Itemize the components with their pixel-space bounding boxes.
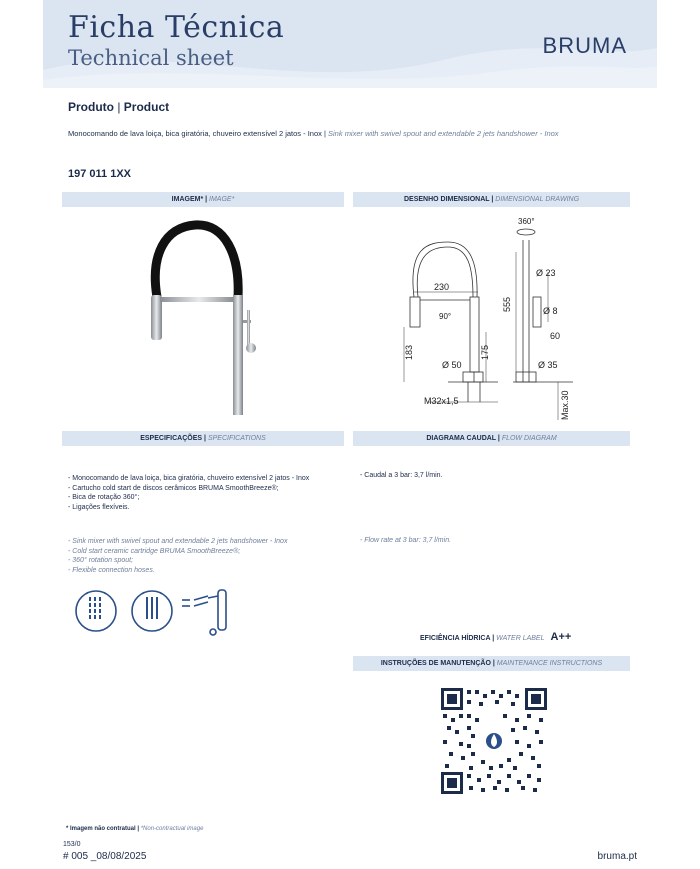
product-description: Monocomando de lava loiça, bica giratória, chuveiro extensível 2 jatos - Inox | Sink mixer with swivel spout and extendable 2 jets handshower - Inox	[68, 129, 559, 138]
product-label-en: Product	[123, 100, 170, 114]
section-specs-pt: ESPECIFICAÇÕES	[140, 435, 203, 442]
dim-max-thickness: Max.30	[560, 390, 570, 420]
description-en: Sink mixer with swivel spout and extendable 2 jets handshower - Inox	[328, 129, 559, 138]
dim-base-diameter-side: Ø 35	[538, 360, 558, 370]
footnote: * Imagem não contratual | *Non-contractual image	[66, 826, 204, 832]
section-flow-pt: DIAGRAMA CAUDAL	[426, 435, 496, 442]
section-drawing-pt: DESENHO DIMENSIONAL	[403, 196, 490, 203]
section-flow-en: FLOW DIAGRAM	[501, 435, 557, 442]
water-label-en: WATER LABEL	[496, 635, 545, 642]
title-pt: Ficha Técnica	[68, 10, 285, 45]
water-label: EFICIÊNCIA HÍDRICA | WATER LABEL A++	[420, 631, 572, 643]
footnote-en: *Non-contractual image	[140, 826, 204, 832]
section-image-en: IMAGE*	[209, 196, 235, 203]
dim-60: 60	[550, 331, 561, 341]
description-pt: Monocomando de lava loiça, bica giratória, chuveiro extensível 2 jatos - Inox	[68, 129, 322, 138]
cold-start-handle-icon	[178, 586, 240, 638]
dim-rotation: 360°	[518, 217, 535, 226]
section-specs-en: SPECIFICATIONS	[207, 435, 266, 442]
spray-jet-icon	[74, 589, 118, 633]
flow-rate-pt: - Caudal a 3 bar: 3,7 l/min.	[360, 472, 443, 479]
section-bar-drawing: DESENHO DIMENSIONAL | DIMENSIONAL DRAWING	[353, 192, 630, 207]
section-maintenance-en: MAINTENANCE INSTRUCTIONS	[496, 660, 603, 667]
faucet-product-image	[140, 215, 270, 415]
dim-thread: M32x1,5	[424, 396, 459, 406]
spec-en-item: - Flexible connection hoses.	[68, 566, 155, 574]
spec-en-item: - Cold start ceramic cartridge BRUMA SmoothBreeze®;	[68, 547, 241, 555]
spec-pt-item: - Monocomando de lava loiça, bica giratória, chuveiro extensível 2 jatos - Inox	[68, 475, 310, 482]
product-heading: Produto | Product	[68, 100, 170, 114]
spec-pt-item: - Ligações flexíveis.	[68, 503, 130, 511]
water-label-grade: A++	[550, 631, 572, 643]
section-drawing-en: DIMENSIONAL DRAWING	[495, 196, 580, 203]
section-bar-maintenance: INSTRUÇÕES DE MANUTENÇÃO | MAINTENANCE INSTRUCTIONS	[353, 656, 630, 671]
section-bar-specs: ESPECIFICAÇÕES | SPECIFICATIONS	[62, 431, 344, 446]
spec-en-item: - 360° rotation spout;	[68, 557, 134, 564]
title-en: Technical sheet	[68, 46, 234, 70]
product-code: 197 011 1XX	[68, 168, 132, 180]
dimensional-drawing	[398, 212, 598, 424]
section-image-pt: IMAGEM*	[171, 196, 204, 203]
header-banner	[43, 0, 657, 88]
dim-hose-diameter: Ø 8	[543, 306, 558, 316]
website-link[interactable]: bruma.pt	[597, 851, 637, 862]
footnote-pt: * Imagem não contratual	[66, 826, 136, 832]
dim-spout-diameter: Ø 23	[536, 268, 556, 278]
section-maintenance-pt: INSTRUÇÕES DE MANUTENÇÃO	[380, 660, 491, 667]
product-label-pt: Produto	[68, 100, 114, 114]
dim-reach: 230	[434, 282, 450, 292]
dim-angle: 90°	[439, 312, 452, 321]
spec-pt-item: - Cartucho cold start de discos cerâmicos BRUMA SmoothBreeze®;	[68, 484, 279, 492]
spec-en-item: - Sink mixer with swivel spout and extendable 2 jets handshower - Inox	[68, 538, 288, 545]
dim-height: 555	[502, 296, 512, 312]
maintenance-qr-code[interactable]	[441, 688, 547, 794]
stream-jet-icon	[130, 589, 174, 633]
specifications-pt	[68, 474, 343, 512]
dim-175: 175	[480, 344, 490, 360]
document-number: # 005 _08/08/2025	[63, 851, 147, 862]
spec-pt-item: - Bica de rotação 360°;	[68, 494, 140, 501]
dim-base-diameter: Ø 50	[442, 360, 462, 370]
section-bar-flow: DIAGRAMA CAUDAL | FLOW DIAGRAM	[353, 431, 630, 446]
water-label-pt: EFICIÊNCIA HÍDRICA	[420, 635, 491, 642]
section-bar-image: IMAGEM* | IMAGE*	[62, 192, 344, 207]
flow-rate-en: - Flow rate at 3 bar: 3,7 l/min.	[360, 537, 452, 544]
dim-183: 183	[404, 344, 414, 360]
brand-logo: BRUMA	[542, 33, 627, 58]
specifications-en	[68, 537, 343, 575]
document-version: 153/0	[63, 841, 81, 848]
